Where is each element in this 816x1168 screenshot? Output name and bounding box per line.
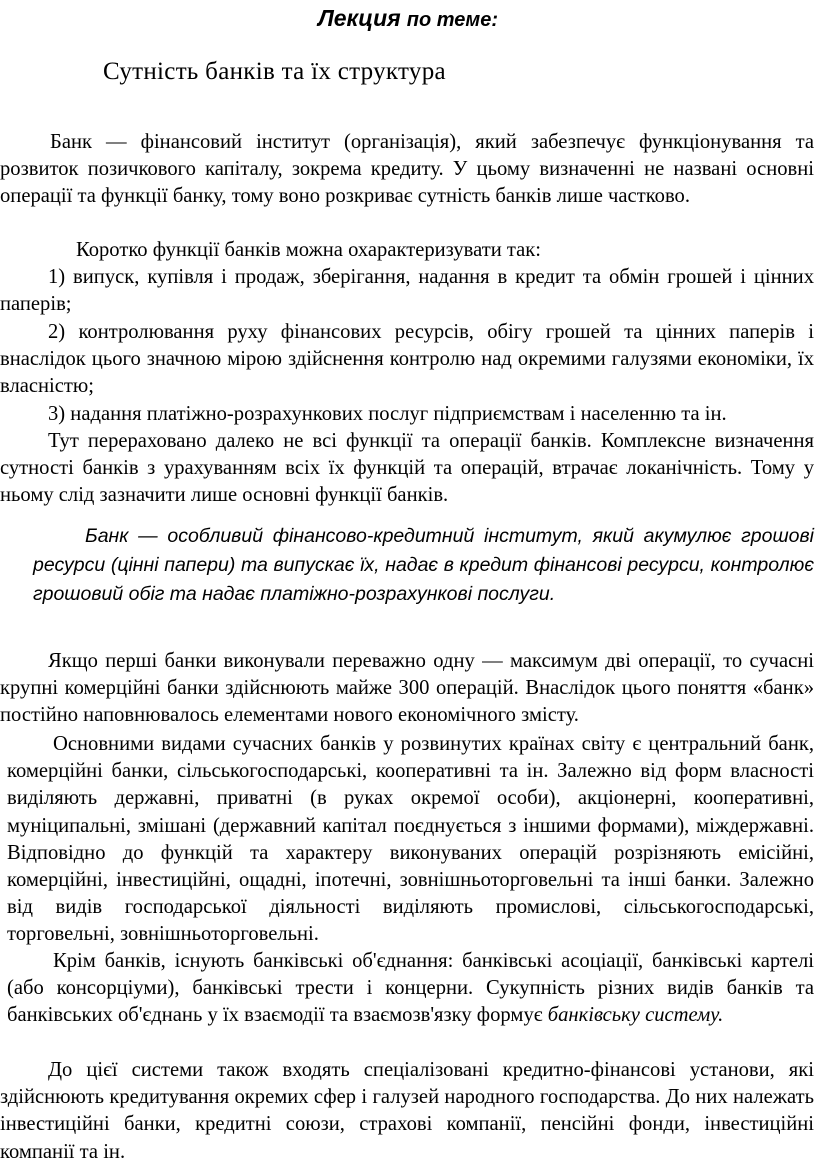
banking-system-term: банківську систему.	[547, 1004, 724, 1027]
lecture-label: Лекция	[317, 5, 401, 31]
paragraph-bank-types: Основними видами сучасних банків у розвинутих країнах світу є центральний банк, комерційні банки, сільськогосподарські, кооперативні та ін. Залежно від форм власності виділяють державні, приватні (в руках окремої особи), акціонерні, кооперативні, муніципальні, змішані (державний капітал поєднується з іншими формами), міждержавні. Відповідно до функцій та характеру виконуваних операцій розрізняють емісійні, комерційні, інвестиційні, ощадні, іпотечні, зовнішньоторговельні та інші банки. Залежно від видів господарської діяльності виділяють промислові, сільськогосподарські, торговельні, зовнішньоторговельні.	[7, 733, 814, 946]
list-item-function-1: 1) випуск, купівля і продаж, зберігання, надання в кредит та обмін грошей і цінних паперів;	[0, 266, 814, 316]
lecture-header	[0, 4, 816, 34]
paragraph-bank-operations: Якщо перші банки виконували переважно одну — максимум дві операції, то сучасні крупні комерційні банки здійснюють майже 300 операцій. Внаслідок цього поняття «банк» постійно наповнювалось елементами нового економічного змісту.	[0, 650, 814, 727]
list-item-function-2: 2) контролювання руху фінансових ресурсів, обігу грошей та цінних паперів і внаслідок цього значною мірою здійснення контролю над окремими галузями економіки, їх власністю;	[0, 321, 814, 398]
lecture-topic-label: по теме:	[406, 9, 499, 31]
paragraph-specialized-institutions: До цієї системи також входять спеціалізовані кредитно-фінансові установи, які здійснюють кредитування окремих сфер і галузей народного господарства. До них належать інвестиційні банки, кредитні союзи, страхові компанії, пенсійні фонди, інвестиційні компанії та ін.	[0, 1059, 814, 1163]
page-title: Сутність банків та їх структура	[103, 58, 446, 85]
paragraph-functions-intro: Коротко функції банків можна охарактеризувати так:	[76, 239, 542, 261]
paragraph-bank-associations	[7, 948, 814, 1030]
paragraph-bank-definition: Банк — фінансовий інститут (організація), який забезпечує функціонування та розвиток позичкового капіталу, зокрема кредиту. У цьому визначенні не названі основні операції та функції банку, тому воно розкриває сутність банків лише частково.	[0, 131, 814, 208]
highlighted-definition: Банк — особливий фінансово-кредитний інститут, який акумулює грошові ресурси (цінні папери) та випускає їх, надає в кредит фінансові ресурси, контролює грошовий обіг та надає платіжно-розрахункові послуги.	[33, 525, 814, 605]
paragraph-complex-definition: Тут перераховано далеко не всі функції та операції банків. Комплексне визначення сутності банків з урахуванням всіх їх функцій та операцій, втрачає локанічність. Тому у ньому слід зазначити лише основні функції банків.	[0, 430, 814, 507]
list-item-function-3: 3) надання платіжно-розрахункових послуг підприємствам і населенню та ін.	[48, 403, 727, 425]
associations-text: Крім банків, існують банківські об'єднання: банківські асоціації, банківські картелі (або консорціуми), банківські трести і концерни. Сукупність різних видів банків та банківських об'єднань у їх взаємодії та взаємозв'язку формує	[7, 950, 814, 1027]
